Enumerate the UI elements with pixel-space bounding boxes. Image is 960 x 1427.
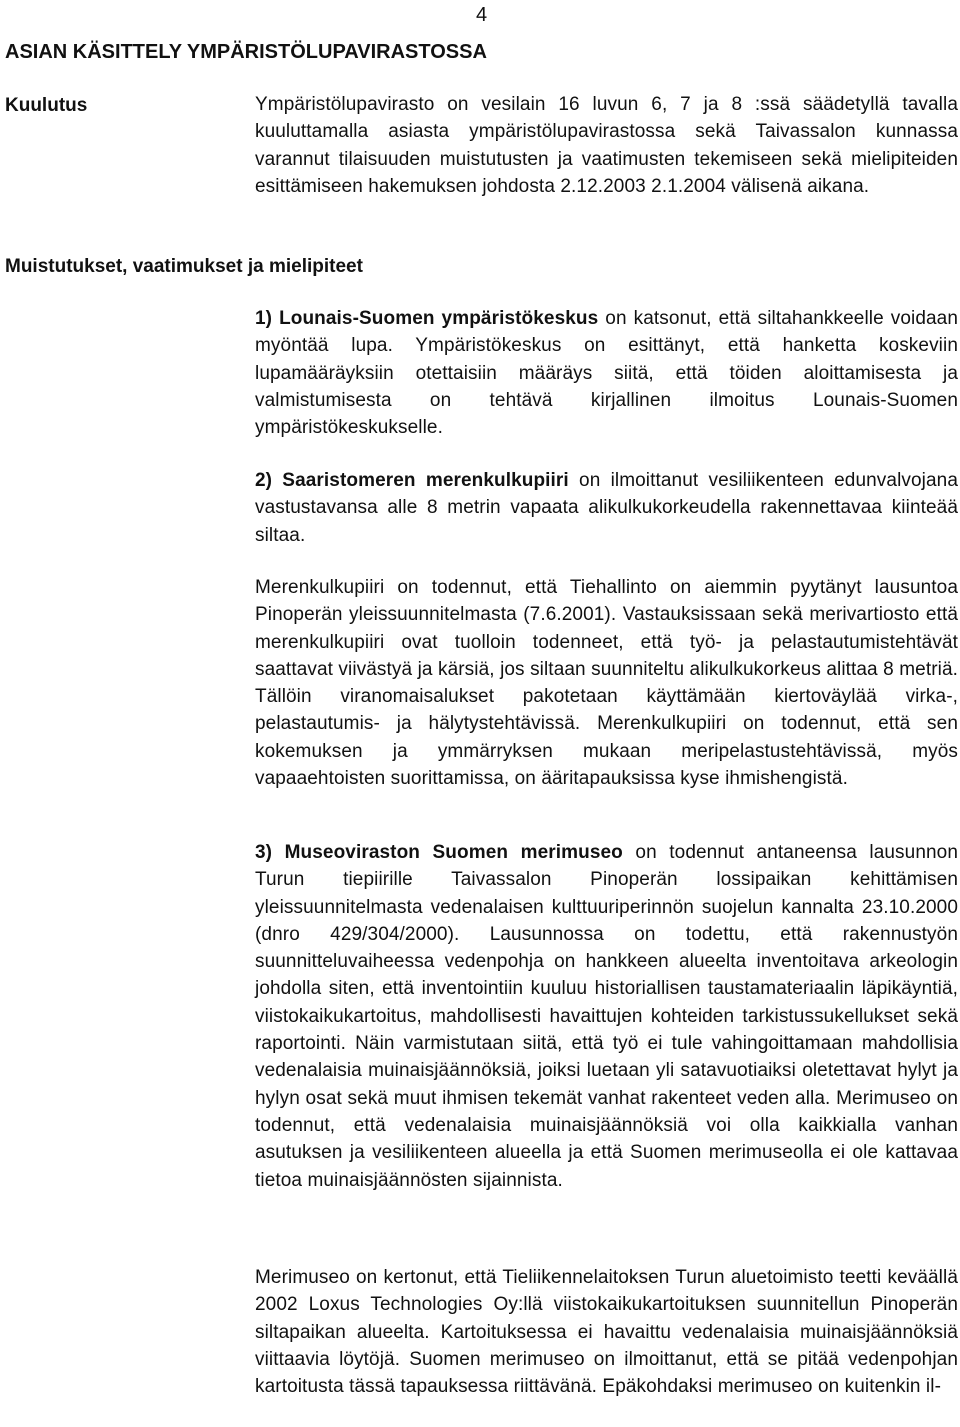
statement-3-continued-text: Merimuseo on kertonut, että Tieliikennelaitoksen Turun aluetoimisto teetti keväällä 2002 Loxus Technologies Oy:llä viistokaikukartoituksen suunnitellun Pinoperän siltapaikan alueelta. Kartoituksessa ei havaittu vedenalaisia muinaisjäännöksiä viittaavia löytöjä. Suomen merimuseo on ilmoittanut, että se pitää vedenpohjan kartoitusta tässä tapauksessa riittävänä. Epäkohdaksi merimuseo on kuitenkin il- [255,1267,958,1398]
kuulutus-paragraph: Ympäristölupavirasto on vesilain 16 luvun 6, 7 ja 8 :ssä säädetyllä tavalla kuuluttamalla asiasta ympäristölupavirastossa sekä Taivassalon kunnassa varannut tilaisuuden muistutusten ja vaatimusten tekemiseen sekä mielipiteiden esittämiseen hakemuksen johdosta 2.12.2003 2.1.2004 välisenä aikana. [255,94,958,197]
statement-2-continued-text: Merenkulkupiiri on todennut, että Tiehallinto on aiemmin pyytänyt lausuntoa Pinoperän yleissuunnitelmasta (7.6.2001). Vastauksissaan sekä merivartiosto että merenkulkupiiri ovat tuolloin todenneet, että työ- ja pelastautumistehtävät saattavat viivästyä ja kärsiä, jos siltaan suunniteltu alikulkukorkeus alittaa 8 metriä. Tällöin viranomaisalukset pakotetaan käyttämään kiertoväylää virka-, pelastautumis- ja hälytystehtävissä. Merenkulkupiiri on todennut, että sen kokemuksen ja ymmärryksen mukaan meripelastustehtävissä, myös vapaaehtoisten suorittamissa, on ääritapauksissa kyse ihmishengistä. [255,577,958,790]
muistutukset-label: Muistutukset, vaatimukset ja mielipiteet [5,256,363,277]
statement-3-party: 3) Museoviraston Suomen merimuseo [255,842,623,863]
statement-1-text: on katsonut, että siltahankkeelle voidaan myöntää lupa. Ympäristökeskus on esittänyt, että hanketta koskeviin lupamääräyksiin otettaisiin määräys siitä, että töiden aloittamisesta ja valmistumisesta on tehtävä kirjallinen ilmoitus Lounais-Suomen ympäristökeskukselle. [255,308,958,439]
statement-2-text: on ilmoittanut vesiliikenteen edunvalvojana vastustavansa alle 8 metrin vapaata alikulkukorkeudella rakennettavaa kiinteää siltaa. [255,470,958,546]
statement-2 [255,467,958,549]
statement-2-continued [255,574,958,792]
statement-1-party: 1) Lounais-Suomen ympäristökeskus [255,308,599,329]
statement-2-party: 2) Saaristomeren merenkulkupiiri [255,470,569,491]
kuulutus-label: Kuulutus [5,95,88,116]
statement-3 [255,839,958,1194]
section-heading: ASIAN KÄSITTELY YMPÄRISTÖLUPAVIRASTOSSA [5,41,487,63]
statement-3-continued [255,1264,958,1400]
statement-3-text: on todennut antaneensa lausunnon Turun tiepiirille Taivassalon Pinoperän lossipaikan kehittämisen yleissuunnitelmasta vedenalaisen kulttuuriperinnön suojelun kannalta 23.10.2000 (dnro 429/304/2000). Lausunnossa on todettu, että rakennustyön suunnitteluvaiheessa vedenpohja on hankkeen alueelta inventoitava arkeologin johdolla siten, että inventointiin kuuluu historiallisen taustamateriaalin läpikäyntiä, viistokaikukartoitus, mahdollisesti havaittujen kohteiden tarkistussukellukset sekä raportointi. Näin varmistutaan siitä, että työ ei tule vahingoittamaan mahdollisia vedenalaisia muinaisjäännöksiä, joiksi luetaan yli satavuotiaiksi oletettavat hylyt ja hylyn osat sekä muut ihmisen tekemät vanhat rakenteet veden alla. Merimuseo on todennut, että vedenalaisia muinaisjäännöksiä voi olla kaikkialla vanhan asutuksen ja vesiliikenteen alueella ja että Suomen merimuseolla ei ole kattavaa tietoa muinaisjäännösten sijainnista. [255,842,958,1191]
page-number: 4 [476,4,488,26]
statement-1 [255,305,958,441]
